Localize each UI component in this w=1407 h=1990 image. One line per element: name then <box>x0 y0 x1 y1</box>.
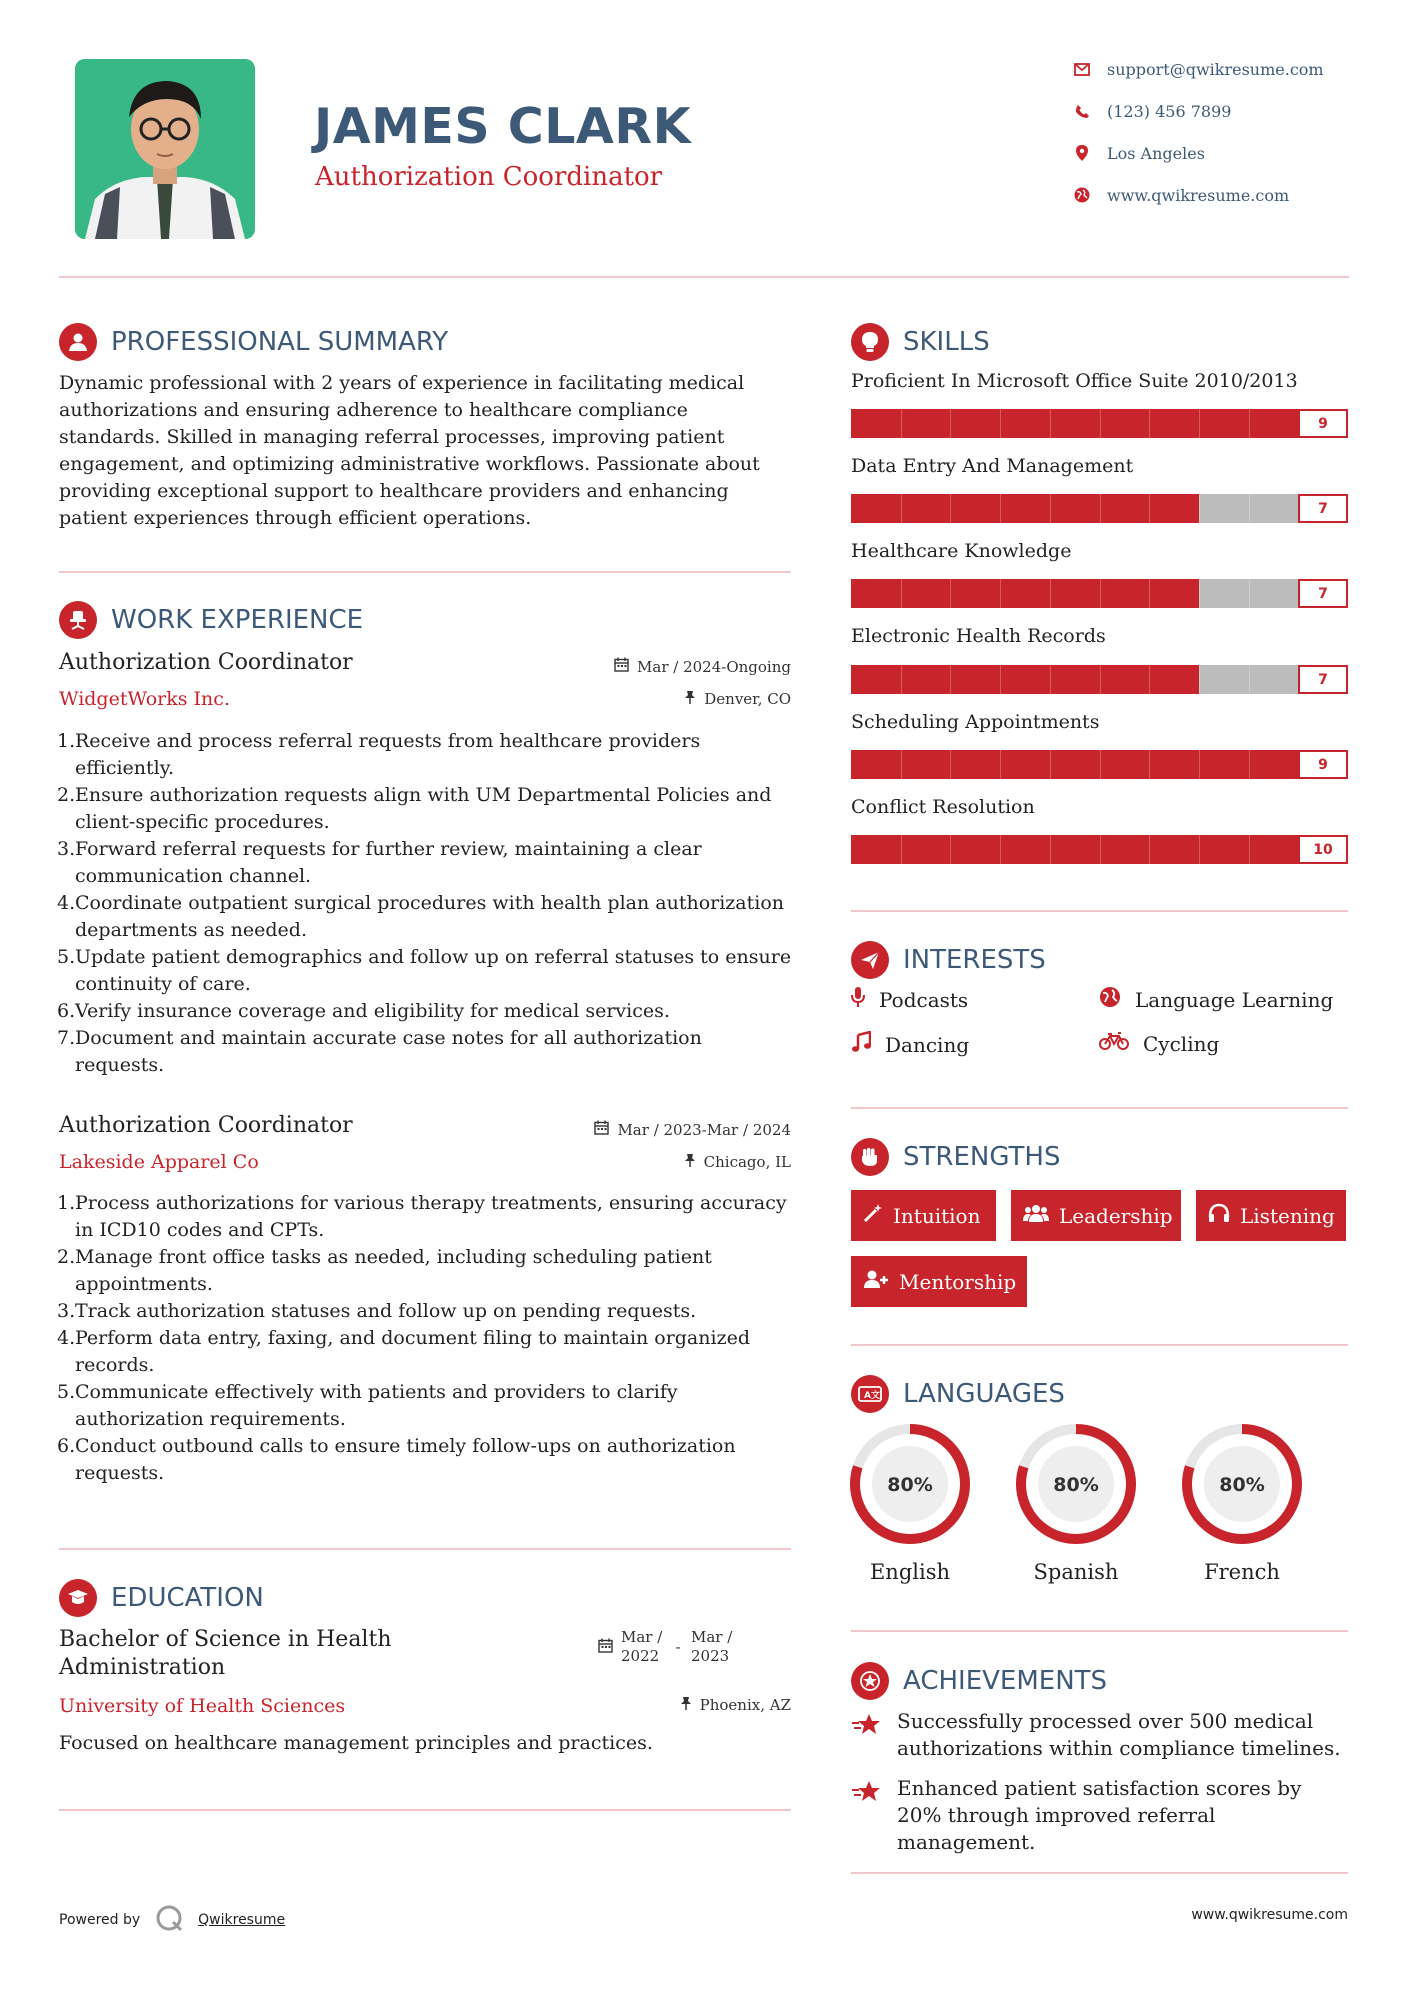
skill-value: 7 <box>1298 579 1348 608</box>
user-icon <box>59 323 97 361</box>
interest-cycling <box>1099 1031 1219 1056</box>
skill-segment <box>1149 835 1150 864</box>
skill-fill <box>851 409 1298 438</box>
skill-segment <box>950 750 951 779</box>
magic-wand-icon <box>863 1203 883 1228</box>
strength-tag-intuition <box>851 1190 996 1241</box>
job-1-location-text: Denver, CO <box>704 690 791 708</box>
interest-podcasts <box>851 986 968 1013</box>
languages-title: LANGUAGES <box>903 1379 1065 1409</box>
list-item: 1. Receive and process referral requests from healthcare providers efficiently. <box>57 730 701 779</box>
language-label: French <box>1204 1560 1280 1584</box>
language-percent: 80% <box>1219 1474 1265 1496</box>
skill-segment <box>1100 494 1101 523</box>
education-location <box>520 1696 791 1714</box>
candidate-name: JAMES CLARK <box>314 98 692 155</box>
job-2-location <box>520 1153 791 1171</box>
skill-segment <box>1100 665 1101 694</box>
skill-bar <box>851 835 1348 864</box>
job-1-date-text: Mar / 2024-Ongoing <box>637 657 791 676</box>
headphones-icon <box>1208 1203 1230 1228</box>
achievements-title: ACHIEVEMENTS <box>903 1666 1108 1696</box>
header-divider <box>59 276 1349 278</box>
svg-text:文: 文 <box>871 1391 881 1401</box>
job-2-bullets <box>57 1190 793 1487</box>
summary-divider <box>59 571 791 573</box>
calendar-icon <box>614 657 629 676</box>
education-school: University of Health Sciences <box>59 1695 346 1717</box>
skill-bar <box>851 409 1348 438</box>
experience-heading <box>59 600 363 640</box>
calendar-icon <box>598 1638 613 1657</box>
skill-segment <box>950 579 951 608</box>
pin-icon <box>680 1696 692 1714</box>
interest-label: Cycling <box>1143 1031 1220 1056</box>
skill-segment <box>1199 665 1200 694</box>
summary-text: Dynamic professional with 2 years of experience in facilitating medical authorizations and ensuring adherence to healthcare compliance standards. Skilled in managing referral processes, improving patient engagement, and optimizing administrative workflows. Passionate about providing exceptional support to healthcare providers and enhancing patient experiences through efficient operations. <box>59 372 760 529</box>
skill-fill <box>851 579 1199 608</box>
education-start: Mar / 2022 <box>621 1628 663 1665</box>
skill-segment <box>1050 409 1051 438</box>
strength-label: Intuition <box>893 1203 981 1228</box>
skill-segment <box>1100 750 1101 779</box>
contact-phone-text: (123) 456 7899 <box>1107 101 1232 121</box>
calendar-icon <box>594 1120 609 1139</box>
achievement-item <box>851 1708 1348 1762</box>
achievement-text: Enhanced patient satisfaction scores by 20% through improved referral management. <box>897 1776 1302 1854</box>
list-item: 5. Update patient demographics and follow up on referral statuses to ensure continuity of care. <box>57 946 792 995</box>
summary-title: PROFESSIONAL SUMMARY <box>111 327 449 357</box>
job-1-title: Authorization Coordinator <box>59 650 353 675</box>
skill-segment <box>1249 494 1250 523</box>
skill-value: 9 <box>1298 409 1348 438</box>
skill-segment <box>950 409 951 438</box>
skill-segment <box>950 665 951 694</box>
list-item: 1. Process authorizations for various therapy treatments, ensuring accuracy in ICD10 codes and CPTs. <box>57 1192 787 1241</box>
job-1-bullets <box>57 728 793 1079</box>
skill-segment <box>1149 665 1150 694</box>
experience-divider <box>59 1548 791 1550</box>
contact-website[interactable] <box>1071 183 1371 207</box>
powered-by-text: Powered by <box>59 1912 141 1928</box>
languages-divider <box>851 1630 1348 1632</box>
interest-label: Dancing <box>885 1032 970 1057</box>
skill-fill <box>851 665 1199 694</box>
skill-segment <box>1199 494 1200 523</box>
skill-segment <box>1249 579 1250 608</box>
strength-label: Leadership <box>1059 1203 1173 1228</box>
skill-segment <box>1050 579 1051 608</box>
interest-label: Podcasts <box>879 987 969 1012</box>
language-english <box>848 1422 972 1584</box>
list-item: 5. Communicate effectively with patients and providers to clarify authorization requirements. <box>57 1381 678 1430</box>
skill-value: 10 <box>1298 835 1348 864</box>
job-1-date <box>520 657 791 676</box>
shooting-star-icon <box>851 1775 883 1856</box>
experience-title: WORK EXPERIENCE <box>111 605 364 635</box>
list-item: 4. Coordinate outpatient surgical procedures with health plan authorization departments as needed. <box>57 892 785 941</box>
footer-site-link[interactable]: www.qwikresume.com <box>1191 1907 1348 1923</box>
language-ring <box>1014 1422 1138 1546</box>
skill-label: Electronic Health Records <box>851 625 1106 647</box>
education-heading <box>59 1578 264 1618</box>
translate-icon <box>851 1375 889 1413</box>
avatar <box>75 59 255 239</box>
svg-text:A: A <box>864 1391 871 1401</box>
interests-title: INTERESTS <box>903 945 1046 975</box>
interest-dancing <box>851 1031 969 1058</box>
skill-segment <box>901 409 902 438</box>
bicycle-icon <box>1099 1031 1129 1056</box>
paper-plane-icon <box>851 941 889 979</box>
globe-icon <box>1099 986 1121 1013</box>
achievement-text: Successfully processed over 500 medical authorizations within compliance timelines. <box>897 1709 1341 1760</box>
skill-segment <box>1000 750 1001 779</box>
skill-label: Conflict Resolution <box>851 796 1035 818</box>
music-note-icon <box>851 1031 871 1058</box>
skill-value: 7 <box>1298 494 1348 523</box>
footer-branding <box>59 1903 285 1937</box>
contact-phone[interactable] <box>1071 99 1371 123</box>
group-icon <box>1023 1203 1049 1228</box>
skill-segment <box>1199 835 1200 864</box>
skill-segment <box>1249 835 1250 864</box>
skill-segment <box>1000 494 1001 523</box>
skill-fill <box>851 494 1199 523</box>
skill-segment <box>901 494 902 523</box>
phone-icon <box>1071 100 1093 122</box>
graduation-icon <box>59 1579 97 1617</box>
skill-segment <box>1000 665 1001 694</box>
skills-heading <box>851 322 990 362</box>
skill-value: 9 <box>1298 750 1348 779</box>
email-icon <box>1071 58 1093 80</box>
star-badge-icon <box>851 1662 889 1700</box>
skill-segment <box>1000 409 1001 438</box>
skill-segment <box>1249 665 1250 694</box>
strengths-title: STRENGTHS <box>903 1142 1061 1172</box>
profile-photo <box>75 59 255 239</box>
list-item: 3. Track authorization statuses and follow up on pending requests. <box>57 1300 697 1322</box>
skills-title: SKILLS <box>903 327 990 357</box>
fist-icon <box>851 1138 889 1176</box>
job-1-location <box>520 690 791 708</box>
job-2-date <box>500 1120 791 1139</box>
skill-label: Proficient In Microsoft Office Suite 2010/2013 <box>851 370 1298 392</box>
list-item: 3. Forward referral requests for further review, maintaining a clear communication channel. <box>57 838 702 887</box>
interests-divider <box>851 1107 1348 1109</box>
language-french <box>1180 1422 1304 1584</box>
strengths-heading <box>851 1137 1061 1177</box>
language-ring <box>1180 1422 1304 1546</box>
pin-icon <box>684 690 696 708</box>
strength-label: Mentorship <box>899 1269 1017 1294</box>
job-2-location-text: Chicago, IL <box>703 1153 791 1171</box>
job-2-date-text: Mar / 2023-Mar / 2024 <box>617 1120 791 1139</box>
language-percent: 80% <box>887 1474 933 1496</box>
microphone-icon <box>851 986 865 1013</box>
skill-segment <box>1249 750 1250 779</box>
skill-bar <box>851 750 1348 779</box>
skill-label: Scheduling Appointments <box>851 711 1100 733</box>
job-2-title: Authorization Coordinator <box>59 1113 353 1138</box>
achievements-heading <box>851 1661 1107 1701</box>
skill-segment <box>1100 835 1101 864</box>
candidate-role: Authorization Coordinator <box>315 162 663 192</box>
skill-label: Healthcare Knowledge <box>851 540 1072 562</box>
language-label: English <box>869 1560 951 1584</box>
skill-segment <box>1000 835 1001 864</box>
skill-bar <box>851 665 1348 694</box>
office-chair-icon <box>59 601 97 639</box>
qwikresume-logo-icon <box>154 1903 184 1937</box>
list-item: 4. Perform data entry, faxing, and document filing to maintain organized records. <box>57 1327 750 1376</box>
skills-divider <box>851 910 1348 912</box>
skill-segment <box>1100 409 1101 438</box>
globe-icon <box>1071 184 1093 206</box>
list-item: 7. Document and maintain accurate case notes for all authorization requests. <box>57 1027 702 1076</box>
strength-label: Listening <box>1240 1203 1335 1228</box>
language-percent: 80% <box>1053 1474 1099 1496</box>
list-item: 2. Ensure authorization requests align with UM Departmental Policies and client-specific procedures. <box>57 784 772 833</box>
contact-location-text: Los Angeles <box>1107 143 1205 163</box>
skill-segment <box>950 494 951 523</box>
interest-label: Language Learning <box>1135 987 1334 1012</box>
date-separator: - <box>675 1638 681 1656</box>
shooting-star-icon <box>851 1708 883 1762</box>
contact-location <box>1071 141 1371 165</box>
skill-segment <box>1149 750 1150 779</box>
education-location-text: Phoenix, AZ <box>699 1696 791 1714</box>
language-label: Spanish <box>1033 1560 1119 1584</box>
language-spanish <box>1014 1422 1138 1584</box>
education-end: Mar / 2023 <box>691 1628 733 1665</box>
skill-segment <box>1050 835 1051 864</box>
skill-segment <box>1199 579 1200 608</box>
list-item: 2. Manage front office tasks as needed, including scheduling patient appointments. <box>57 1246 712 1295</box>
skill-segment <box>1149 579 1150 608</box>
languages-heading <box>851 1374 1065 1414</box>
list-item: 6. Conduct outbound calls to ensure timely follow-ups on authorization requests. <box>57 1435 736 1484</box>
location-pin-icon <box>1071 142 1093 164</box>
skill-segment <box>1100 579 1101 608</box>
education-degree: Bachelor of Science in Health Administration <box>59 1627 392 1680</box>
skill-segment <box>901 835 902 864</box>
skill-value: 7 <box>1298 665 1348 694</box>
education-divider <box>59 1809 791 1811</box>
skill-segment <box>901 665 902 694</box>
education-dates <box>598 1627 798 1667</box>
pin-icon <box>684 1153 696 1171</box>
language-ring <box>848 1422 972 1546</box>
skill-label: Data Entry And Management <box>851 455 1134 477</box>
skill-segment <box>1199 750 1200 779</box>
skill-segment <box>1050 494 1051 523</box>
skill-bar <box>851 494 1348 523</box>
summary-heading <box>59 322 448 362</box>
list-item: 6. Verify insurance coverage and eligibility for medical services. <box>57 1000 670 1022</box>
skill-segment <box>1050 665 1051 694</box>
strength-tag-leadership <box>1011 1190 1181 1241</box>
strength-tag-listening <box>1196 1190 1346 1241</box>
skill-segment <box>1149 409 1150 438</box>
skill-segment <box>901 579 902 608</box>
skill-segment <box>901 750 902 779</box>
skill-segment <box>950 835 951 864</box>
strengths-divider <box>851 1344 1348 1346</box>
skill-segment <box>1199 409 1200 438</box>
skill-segment <box>1149 494 1150 523</box>
achievement-item <box>851 1775 1348 1856</box>
skill-bar <box>851 579 1348 608</box>
contact-website-text: www.qwikresume.com <box>1107 185 1290 205</box>
lightbulb-icon <box>851 323 889 361</box>
brand-link[interactable]: Qwikresume <box>198 1912 286 1928</box>
achievements-divider <box>851 1872 1348 1874</box>
skill-segment <box>1249 409 1250 438</box>
interests-heading <box>851 940 1046 980</box>
skill-segment <box>1050 750 1051 779</box>
user-plus-icon <box>863 1269 889 1294</box>
contact-email[interactable] <box>1071 57 1371 81</box>
contact-email-text: support@qwikresume.com <box>1107 59 1324 79</box>
skill-fill <box>851 750 1298 779</box>
skill-segment <box>1000 579 1001 608</box>
job-1-company: WidgetWorks Inc. <box>59 688 230 710</box>
interest-language-learning <box>1099 986 1333 1013</box>
education-description: Focused on healthcare management principles and practices. <box>59 1732 653 1754</box>
strength-tag-mentorship <box>851 1256 1027 1307</box>
job-2-company: Lakeside Apparel Co <box>59 1151 259 1173</box>
education-title: EDUCATION <box>111 1583 264 1613</box>
